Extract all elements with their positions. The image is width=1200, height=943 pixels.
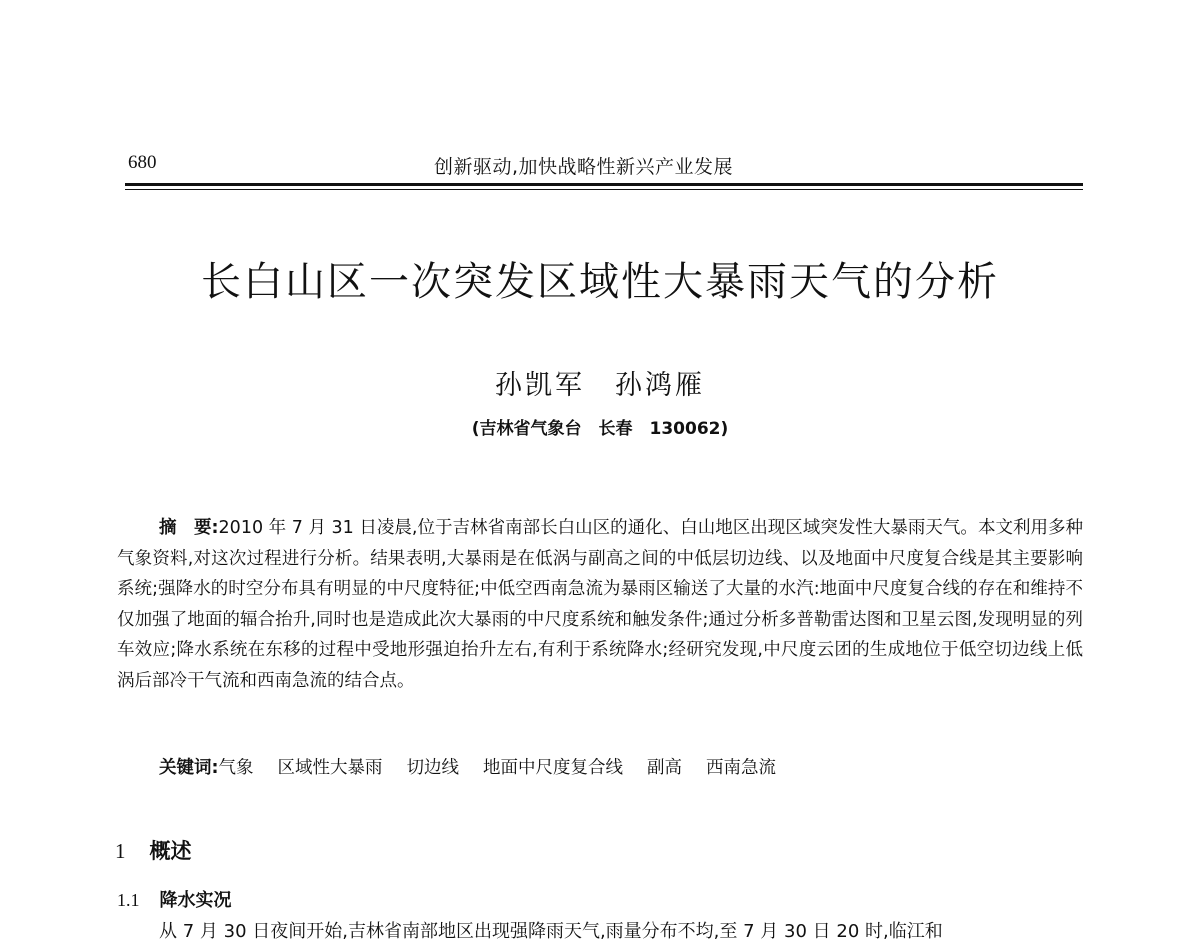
keyword: 副高 [647,758,682,778]
affiliation: (吉林省气象台 长春 130062) [471,419,729,439]
keyword: 切边线 [406,758,459,778]
header-rule-thick [125,183,1083,186]
keywords [117,753,1083,783]
subsection-number: 1.1 [117,890,140,910]
keywords-label: 关键词: [159,758,219,778]
paper-title: 长白山区一次突发区域性大暴雨天气的分析 [201,259,999,305]
header-rule-thin [125,189,1083,190]
section-number: 1 [115,839,126,863]
section-title: 概述 [149,839,192,863]
keyword: 区域性大暴雨 [277,758,383,778]
abstract-text: 2010 年 7 月 31 日凌晨,位于吉林省南部长白山区的通化、白山地区出现区域突发性大暴雨天气。本文利用多种气象资料,对这次过程进行分析。结果表明,大暴雨是在低涡与副高之间的中低层切边线、以及地面中尺度复合线是其主要影响系统;强降水的时空分布具有明显的中尺度特征;中低空西南急流为暴雨区输送了大量的水汽:地面中尺度复合线的存在和维持不仅加强了地面的辐合抬升,同时也是造成此次大暴雨的中尺度系统和触发条件;通过分析多普勒雷达图和卫星云图,发现明显的列车效应;降水系统在东移的过程中受地形强迫抬升左右,有利于系统降水;经研究发现,中尺度云团的生成地位于低空切边线上低涡后部冷干气流和西南急流的结合点。 [117,518,1084,691]
abstract-label: 摘 要: [159,518,219,538]
author-name: 孙鸿雁 [615,370,705,401]
page-number: 680 [128,152,157,173]
abstract [117,513,1083,697]
keyword: 西南急流 [706,758,776,778]
body-paragraph: 从 7 月 30 日夜间开始,吉林省南部地区出现强降雨天气,雨量分布不均,至 7 月 30 日 20 时,临江和 [159,921,943,942]
section-heading [115,835,192,865]
author-list [0,363,1200,402]
subsection-title: 降水实况 [159,890,232,911]
running-header [125,152,1083,180]
author-name: 孙凯军 [495,370,585,401]
keyword: 地面中尺度复合线 [483,758,623,778]
subsection-heading [117,886,232,912]
journal-title: 创新驱动,加快战略性新兴产业发展 [434,156,734,178]
keyword: 气象 [218,758,254,778]
